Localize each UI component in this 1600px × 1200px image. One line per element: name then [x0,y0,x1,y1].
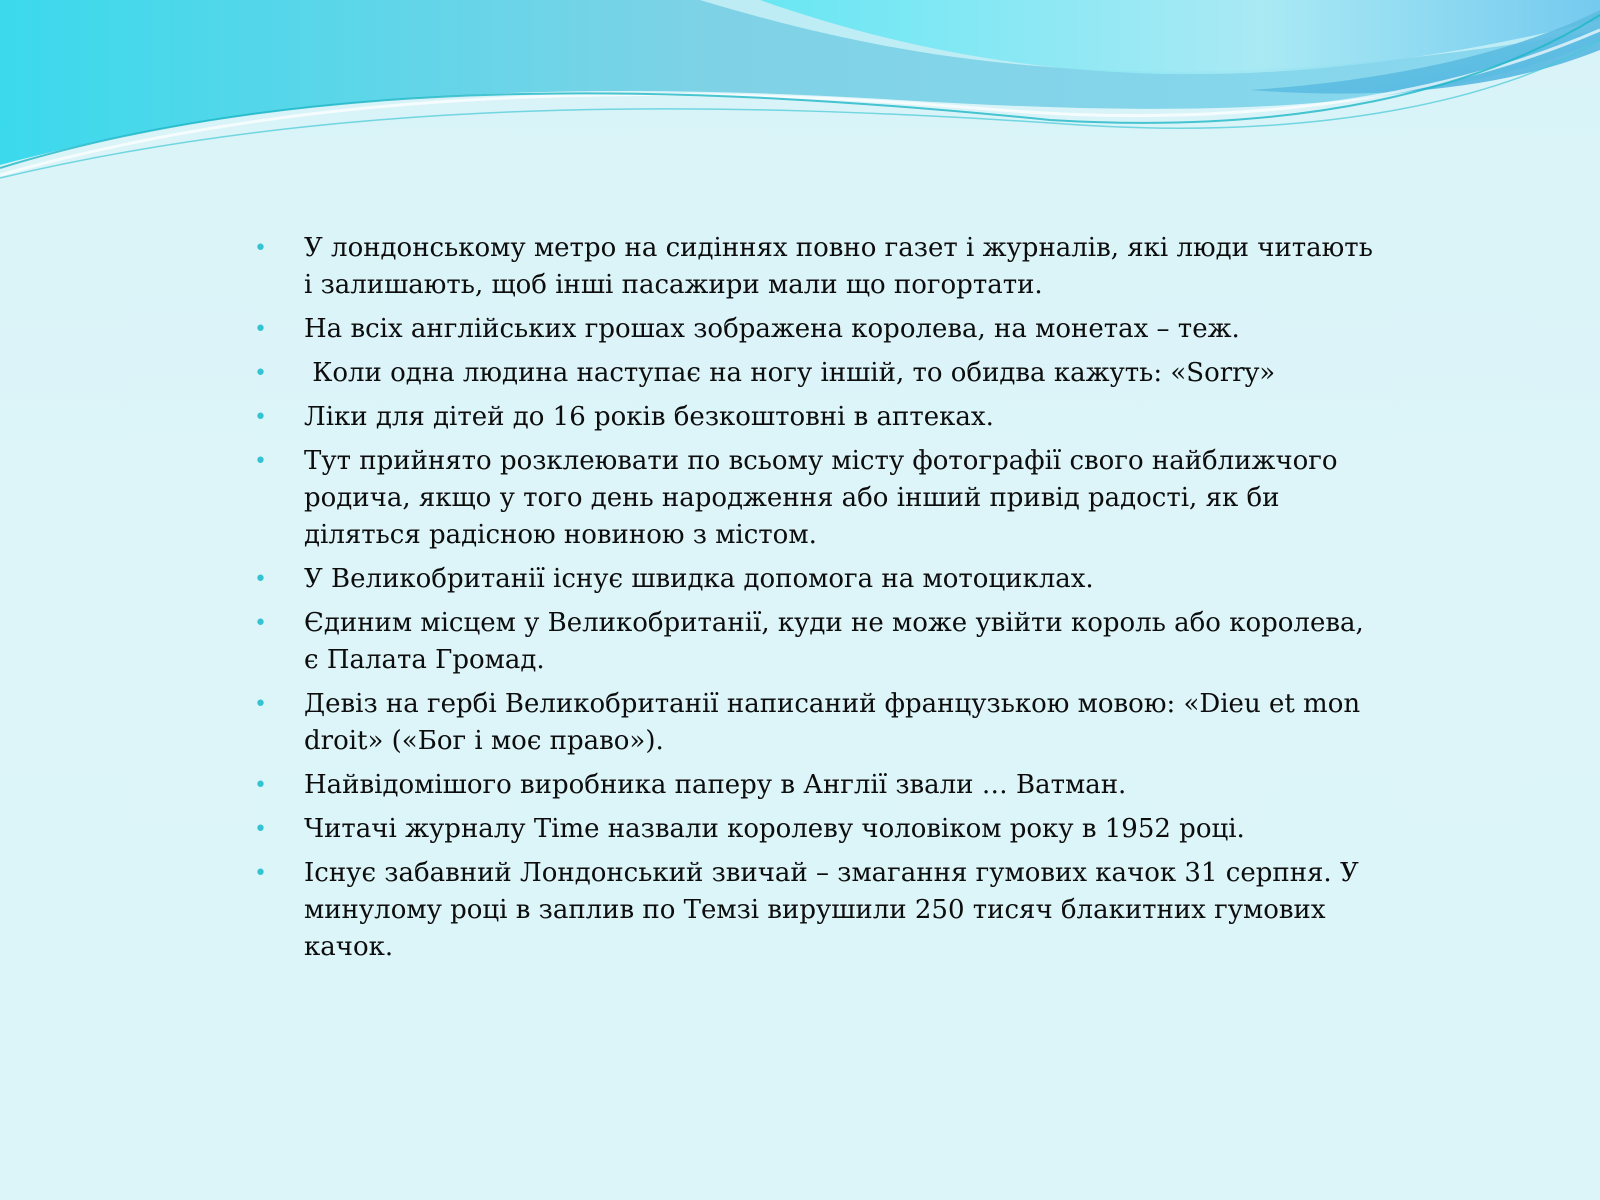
bullet-icon: • [254,567,267,592]
list-item [254,605,1384,679]
bullet-icon: • [254,449,267,474]
bullet-icon: • [254,611,267,636]
list-item-text: Існує забавний Лондонський звичай – змагання гумових качок 31 серпня. У минулому році в заплив по Темзі вирушили 250 тисяч блакитних гумових качок. [304,858,1368,962]
list-item-text: Читачі журналу Time назвали королеву чоловіком року в 1952 році. [304,814,1245,844]
list-item-text: Девіз на гербі Великобританії написаний французькою мовою: «Dieu et mon droit» («Бог і моє право»). [304,689,1369,756]
list-item-text: На всіх англійських грошах зображена королева, на монетах – теж. [304,314,1240,344]
facts-list [254,230,1384,966]
bullet-icon: • [254,405,267,430]
bullet-icon: • [254,236,267,261]
list-item-text: Тут прийнято розклеювати по всьому місту фотографії свого найближчого родича, якщо у того день народження або інший привід радості, як би діляться радісною новиною з містом. [304,446,1346,550]
bullet-icon: • [254,861,267,886]
bullet-icon: • [254,361,267,386]
list-item [254,443,1384,554]
list-item [254,355,1384,392]
list-item [254,811,1384,848]
list-item-text: Єдиним місцем у Великобританії, куди не може увійти король або королева, є Палата Громад. [304,608,1372,675]
list-item [254,230,1384,304]
list-item-text: У Великобританії існує швидка допомога на мотоциклах. [304,564,1094,594]
slide-content [254,230,1384,973]
list-item [254,686,1384,760]
list-item [254,855,1384,966]
list-item-text: Коли одна людина наступає на ногу іншій, то обидва кажуть: «Sorry» [304,358,1276,388]
list-item-text: Найвідомішого виробника паперу в Англії звали … Ватман. [304,770,1127,800]
wave-header-decoration [0,0,1600,200]
bullet-icon: • [254,692,267,717]
list-item [254,561,1384,598]
list-item [254,311,1384,348]
list-item [254,399,1384,436]
list-item-text: Ліки для дітей до 16 років безкоштовні в аптеках. [304,402,994,432]
list-item [254,767,1384,804]
list-item-text: У лондонському метро на сидіннях повно газет і журналів, які люди читають і залишають, щоб інші пасажири мали що погортати. [304,233,1382,300]
bullet-icon: • [254,773,267,798]
bullet-icon: • [254,317,267,342]
bullet-icon: • [254,817,267,842]
